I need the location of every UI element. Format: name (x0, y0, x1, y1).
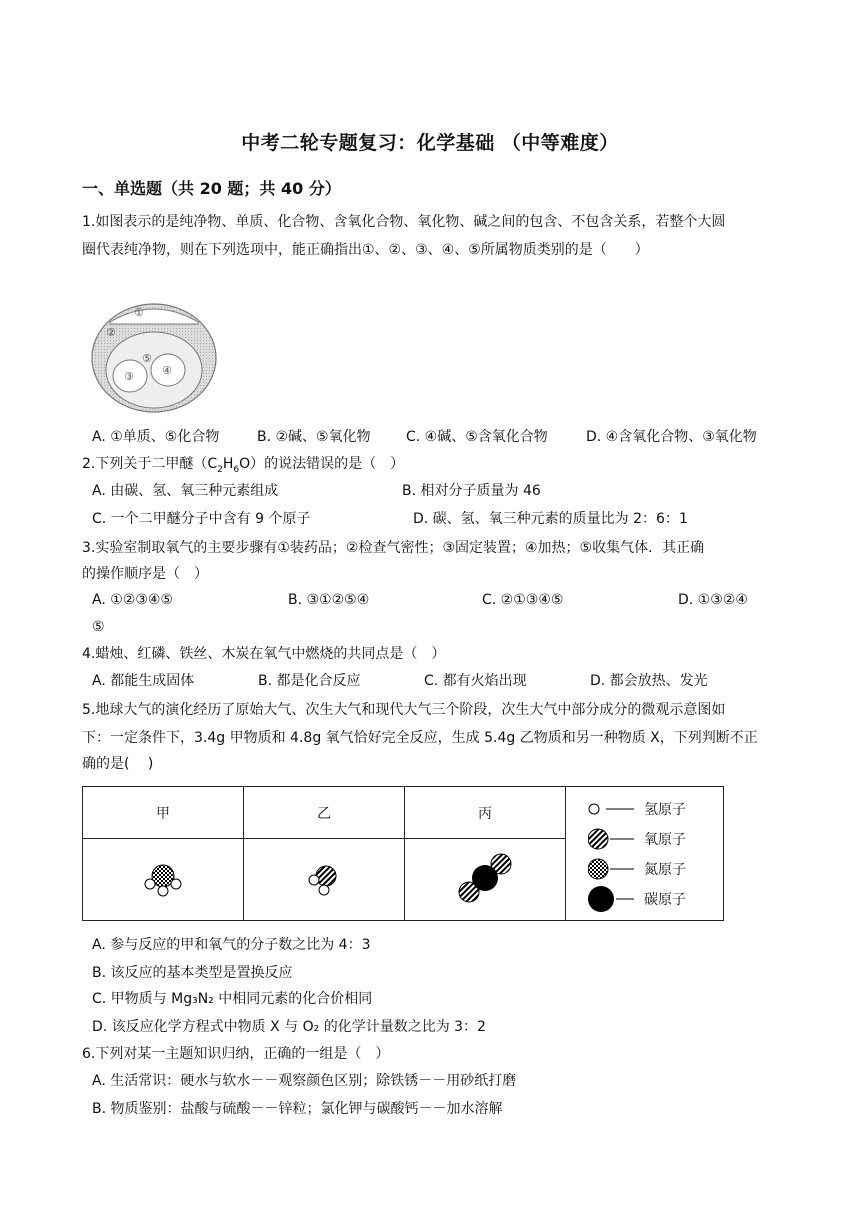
molecule-bing-cell (405, 839, 566, 921)
q2-sub-1: 2 (217, 464, 223, 475)
q5-option-c: C. 甲物质与 Mg₃N₂ 中相同元素的化合价相同 (92, 991, 373, 1007)
legend-hydrogen (566, 794, 723, 824)
classification-circle-diagram (88, 300, 224, 416)
legend-label-nitrogen: 氮原子 (644, 861, 686, 878)
q2-sub-2: 6 (233, 464, 240, 475)
question-4-stem: 4.蜡烛、红磷、铁丝、木炭在氧气中燃烧的共同点是（ ） (82, 646, 446, 662)
question-5-line-1: 5.地球大气的演化经历了原始大气、次生大气和现代大气三个阶段，次生大气中部分成分的微观示意图如 (82, 702, 726, 718)
figure-label-4: ④ (162, 364, 172, 377)
oxygen-atom-icon (588, 827, 638, 851)
q2-option-a: A. 由碳、氢、氧三种元素组成 (92, 483, 279, 499)
q1-option-d: D. ④含氧化合物、③氧化物 (586, 429, 757, 445)
table-header-jia: 甲 (83, 787, 244, 839)
legend-carbon (566, 884, 723, 914)
q2-stem-post: O）的说法错误的是（ ） (239, 456, 405, 472)
q2-stem-mid: H (222, 456, 234, 472)
question-6-stem: 6.下列对某一主题知识归纳，正确的一组是（ ） (82, 1046, 390, 1062)
legend-label-oxygen: 氧原子 (644, 831, 686, 848)
question-3-line-1: 3.实验室制取氧气的主要步骤有①装药品；②检查气密性；③固定装置；④加热；⑤收集气体．其正确 (82, 540, 705, 556)
carbon-atom-icon (588, 884, 638, 914)
molecule-table (82, 786, 724, 921)
molecule-jia-icon (133, 856, 193, 900)
q3-option-a: A. ①②③④⑤ (92, 592, 173, 608)
q4-option-a: A. 都能生成固体 (92, 673, 195, 689)
q4-option-c: C. 都有火焰出现 (424, 673, 527, 689)
hydrogen-atom-icon (588, 799, 638, 819)
molecule-jia-cell (83, 839, 244, 921)
atom-legend (566, 787, 724, 921)
q2-stem-pre: 2.下列关于二甲醚（C (82, 456, 218, 472)
q1-option-a: A. ①单质、⑤化合物 (92, 429, 220, 445)
legend-label-hydrogen: 氢原子 (644, 801, 686, 818)
table-header-bing: 丙 (405, 787, 566, 839)
q6-option-a: A. 生活常识：硬水与软水－－观察颜色区别；除铁锈－－用砂纸打磨 (92, 1073, 517, 1089)
figure-label-5: ⑤ (142, 352, 152, 365)
q1-option-b: B. ②碱、⑤氧化物 (257, 429, 371, 445)
q3-option-d: D. ①③②④ (678, 592, 748, 608)
legend-label-carbon: 碳原子 (644, 891, 686, 908)
q3-option-c: C. ②①③④⑤ (482, 592, 564, 608)
q2-option-d: D. 碳、氢、氧三种元素的质量比为 2：6：1 (413, 511, 688, 527)
question-2-stem (82, 450, 782, 484)
q4-option-d: D. 都会放热、发光 (590, 673, 708, 689)
question-1-line-2: 圈代表纯净物，则在下列选项中，能正确指出①、②、③、④、⑤所属物质类别的是（ ） (82, 242, 649, 258)
table-header-yi: 乙 (244, 787, 405, 839)
page-title: 中考二轮专题复习：化学基础 （中等难度） (241, 132, 619, 154)
molecule-yi-icon (294, 856, 354, 900)
q4-option-b: B. 都是化合反应 (258, 673, 361, 689)
legend-oxygen (566, 824, 723, 854)
nitrogen-atom-icon (588, 857, 638, 881)
q5-option-d: D. 该反应化学方程式中物质 X 与 O₂ 的化学计量数之比为 3：2 (92, 1019, 486, 1035)
question-1-line-1: 1.如图表示的是纯净物、单质、化合物、含氧化合物、氧化物、碱之间的包含、不包含关系，若整个大圆 (82, 214, 726, 230)
q6-option-b: B. 物质鉴别：盐酸与硫酸－－锌粒；氯化钾与碳酸钙－－加水溶解 (92, 1101, 503, 1117)
q3-option-d-wrap: ⑤ (92, 619, 105, 635)
question-5-line-2: 下：一定条件下，3.4g 甲物质和 4.8g 氧气恰好完全反应，生成 5.4g 乙物质和另一种物质 X，下列判断不正 (82, 730, 758, 746)
figure-label-2: ② (106, 326, 116, 339)
figure-label-3: ③ (124, 370, 134, 383)
q3-option-b: B. ③①②⑤④ (288, 592, 370, 608)
q5-option-a: A. 参与反应的甲和氧气的分子数之比为 4：3 (92, 937, 371, 953)
question-3-line-2: 的操作顺序是（ ） (82, 566, 208, 582)
figure-label-1: ① (134, 306, 144, 319)
question-5-line-3: 确的是( ) (82, 756, 154, 772)
q5-option-b: B. 该反应的基本类型是置换反应 (92, 965, 293, 981)
q2-option-b: B. 相对分子质量为 46 (402, 483, 541, 499)
molecule-bing-icon (445, 848, 525, 908)
q1-option-c: C. ④碱、⑤含氧化合物 (406, 429, 548, 445)
molecule-yi-cell (244, 839, 405, 921)
legend-nitrogen (566, 854, 723, 884)
q2-option-c: C. 一个二甲醚分子中含有 9 个原子 (92, 511, 311, 527)
section-heading: 一、单选题（共 20 题；共 40 分） (82, 179, 341, 198)
